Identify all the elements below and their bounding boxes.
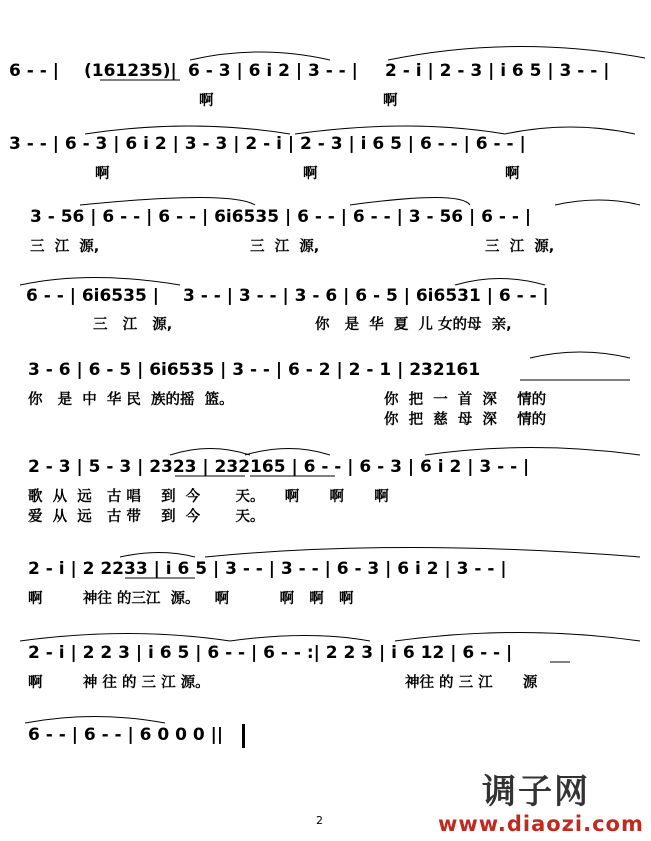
notes-segment: 2 - i | 2 2 3 | i 6 5 | 6 - - | 6 - - :| 2 2 3 | i 6 12 | 6 - - |: [28, 643, 513, 663]
lyric-line: 你 是 华 夏 儿 女的母 亲,: [315, 317, 512, 333]
lyric-line: 你 是 中 华 民 族的摇 篮。: [28, 392, 234, 408]
notes-segment: 6 - - | 6 - - | 6 0 0 0 ||: [28, 725, 224, 745]
watermark-title: 调子网: [482, 772, 590, 812]
notes-segment: 2 - i | 2 2233 | i 6 5 | 3 - - | 3 - - | 6 - 3 | 6 i 2 | 3 - - |: [28, 559, 507, 579]
lyric-syllable: 啊: [383, 93, 398, 109]
notes-segment: 3 - 6 | 6 - 5 | 6i6535 | 3 - - | 6 - 2 | 2 - 1 | 232161: [28, 360, 481, 380]
lyric-line: 三 江 源,: [485, 239, 555, 255]
lyric-line: 啊 神 往 的 三 江 源。: [28, 675, 210, 691]
page-number: 2: [316, 814, 323, 827]
lyric-line: 三 江 源,: [93, 317, 173, 333]
notes-segment: 6 - 3 | 6 i 2 | 3 - - |: [188, 61, 358, 81]
notes-segment: 6 - - | 6i6535 |: [26, 286, 159, 306]
lyric-syllable: 啊: [199, 93, 214, 109]
lyric-line: 爱 从 远 古 带 到 今 天。: [28, 509, 265, 525]
notes-segment: 2 - i | 2 - 3 | i 6 5 | 3 - - |: [385, 61, 610, 81]
lyric-line: 啊 神往 的三江 源。 啊 啊 啊 啊: [28, 591, 354, 607]
lyric-syllable: 啊: [505, 166, 520, 182]
lyric-syllable: 啊: [95, 166, 110, 182]
notes-segment: 3 - - | 3 - - | 3 - 6 | 6 - 5 | 6i6531 | 6 - - |: [183, 286, 549, 306]
notes-segment: 3 - 56 | 6 - - | 6 - - | 6i6535 | 6 - - | 6 - - | 3 - 56 | 6 - - |: [30, 207, 532, 227]
lyric-line: 你 把 慈 母 深 情的: [384, 412, 547, 428]
lyric-line: 你 把 一 首 深 情的: [384, 392, 547, 408]
watermark-url: www.diaozi.com: [438, 812, 644, 836]
notes-segment: 2 - 3 | 5 - 3 | 2323 | 232165 | 6 - - | 6 - 3 | 6 i 2 | 3 - - |: [28, 457, 530, 477]
lyric-line: 歌 从 远 古 唱 到 今 天。 啊 啊 啊: [28, 489, 389, 505]
lyric-line: 神往 的 三 江 源: [405, 675, 538, 691]
notes-segment: 6 - - |: [9, 61, 59, 81]
notes-segment: (161235)|: [84, 61, 177, 81]
notes-segment: 3 - - | 6 - 3 | 6 i 2 | 3 - 3 | 2 - i | 2 - 3 | i 6 5 | 6 - - | 6 - - |: [9, 134, 526, 154]
lyric-syllable: 啊: [303, 166, 318, 182]
lyric-line: 三 江 源,: [30, 239, 100, 255]
lyric-line: 三 江 源,: [250, 239, 320, 255]
